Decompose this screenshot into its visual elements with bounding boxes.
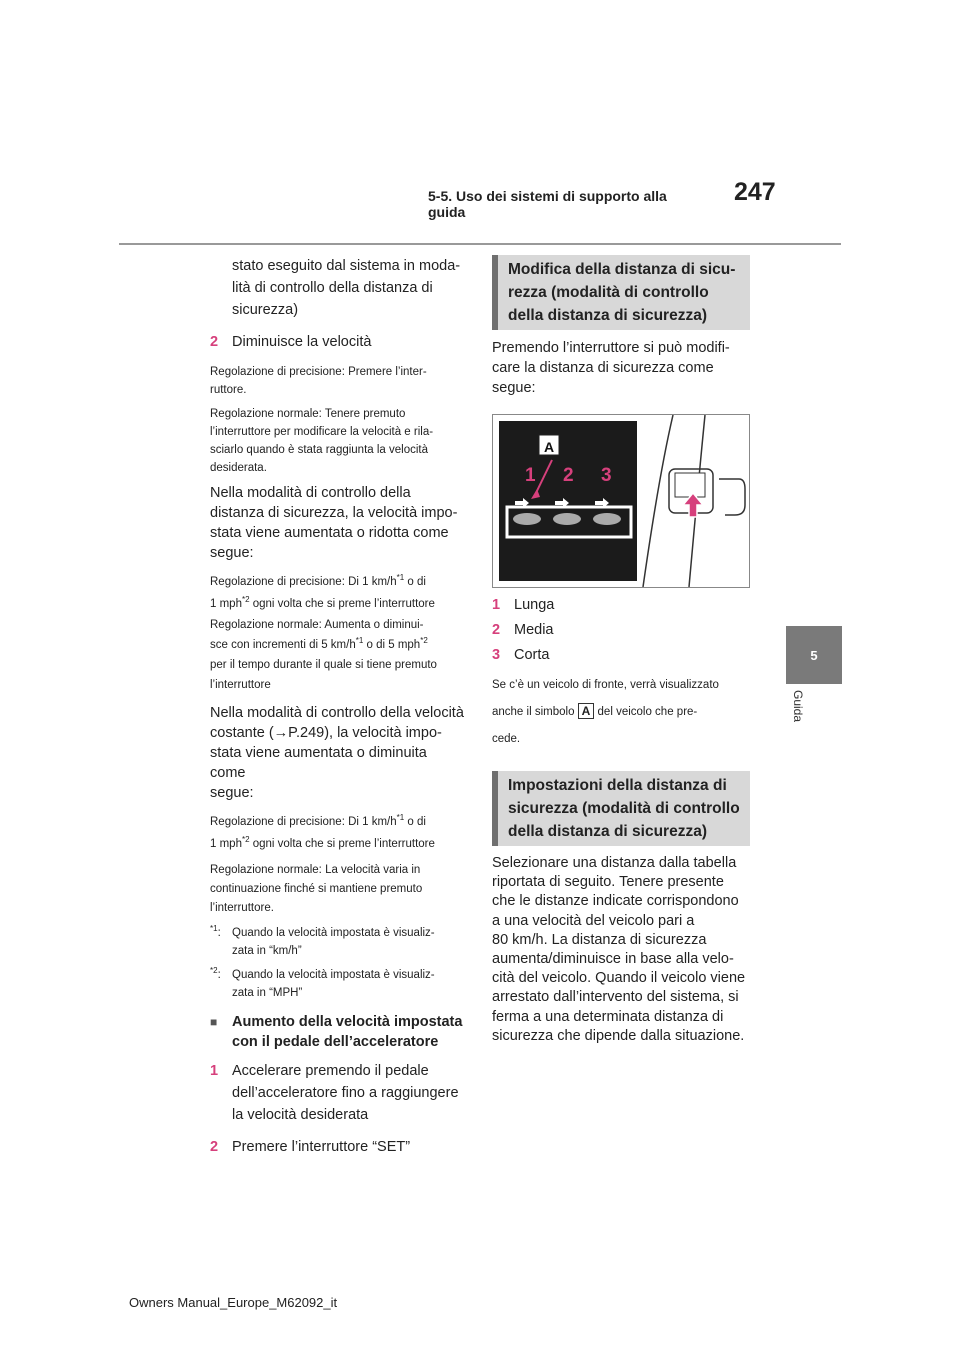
para-line: ferma a una determinata distanza di: [492, 1008, 724, 1025]
step-number: 2: [210, 1139, 219, 1155]
step-line: dell’acceleratore fino a raggiungere: [232, 1085, 459, 1101]
para-line: sicurezza che dipende dalla situazione.: [492, 1027, 745, 1044]
footnote-ref: *2: [420, 636, 428, 646]
section-heading-change-distance: [492, 255, 750, 330]
distance-long: [492, 594, 750, 616]
list-number: 2: [492, 622, 501, 638]
fine-adjust-distance: [210, 571, 466, 615]
normal-adjust-constant: [210, 861, 466, 918]
para-line: riportata di seguito. Tenere presente: [492, 874, 724, 891]
note-line: continuazione finché si mantiene premuto: [210, 883, 423, 895]
note-text: ogni volta che si preme l’interruttore: [249, 598, 435, 610]
vehicle-symbol-icon: A: [578, 703, 595, 719]
para-line: Nella modalità di controllo della velocità: [210, 705, 464, 721]
footnote-ref: *1: [396, 813, 405, 823]
footnote-2: $^{*2}$: Quando la velocità impostata è visualiz- zata in “MPH”: [210, 966, 466, 1002]
section-heading-line: sicurezza (modalità di controllo: [508, 800, 740, 817]
footnote-ref: *1: [396, 573, 405, 583]
intro-line: stato eseguito dal sistema in moda-: [232, 258, 461, 274]
change-distance-paragraph: [492, 338, 750, 398]
list-text: Media: [514, 622, 554, 638]
normal-adjust-distance: [210, 615, 466, 695]
step-line: la velocità desiderata: [232, 1107, 369, 1123]
para-line: segue:: [210, 785, 254, 801]
note-text: sce con incrementi di 5 km/h: [210, 639, 356, 651]
footnote-ref: *1: [355, 636, 364, 646]
distance-medium: [492, 619, 750, 641]
subheading-line: con il pedale dell’acceleratore: [232, 1034, 439, 1050]
page-number: 247: [734, 178, 776, 206]
step-2-decrease: [210, 331, 466, 353]
para-line: segue:: [492, 380, 536, 396]
footnote-mark: *1: [210, 924, 218, 934]
note-line: Regolazione normale: La velocità varia in: [210, 864, 421, 876]
normal-adjust-note: [210, 405, 466, 477]
note-text: per il tempo durante il quale si tiene premuto: [210, 659, 437, 671]
note-line: Se c’è un veicolo di fronte, verrà visualizzato: [492, 679, 719, 691]
footnote-ref: *2: [241, 835, 250, 845]
section-heading-line: rezza (modalità di controllo: [508, 284, 709, 301]
note-text: ogni volta che si preme l’interruttore: [249, 838, 435, 850]
step-line: Premere l’interruttore “SET”: [232, 1139, 411, 1155]
note-text: o di: [404, 816, 426, 828]
accel-step-1: [210, 1060, 466, 1126]
para-line: segue:: [210, 545, 254, 561]
para-line: Premendo l’interruttore si può modifi-: [492, 340, 730, 356]
para-line: aumenta/diminuisce in base alla velo-: [492, 951, 734, 968]
note-line: ruttore.: [210, 384, 247, 396]
footnote-line: Quando la velocità impostata è visualiz-: [232, 927, 435, 939]
left-column: [210, 255, 466, 1158]
step-text: Diminuisce la velocità: [232, 334, 372, 350]
chapter-label: Guida: [791, 690, 805, 723]
intro-text: [210, 255, 466, 321]
para-line: cità del veicolo. Quando il veicolo viene: [492, 970, 746, 987]
para-text: costante (: [210, 725, 274, 741]
fine-adjust-note: [210, 363, 466, 399]
header-rule: [119, 243, 841, 245]
para-line: arrestato dall’intervento del sistema, si: [492, 989, 739, 1006]
accel-step-2: [210, 1136, 466, 1158]
note-line: desiderata.: [210, 462, 267, 474]
para-line: Selezionare una distanza dalla tabella: [492, 855, 737, 871]
note-line: Regolazione di precisione: Premere l’inter-: [210, 366, 427, 378]
intro-line: sicurezza): [232, 302, 299, 318]
figure-number-2: 2: [563, 465, 574, 486]
section-heading-line: Impostazioni della distanza di: [508, 777, 727, 794]
para-line: a una velocità del veicolo pari a: [492, 912, 695, 929]
note-text: Regolazione di precisione: Di 1 km/h: [210, 816, 397, 828]
footnote-1: $^{*1}$: Quando la velocità impostata è visualiz- zata in “km/h”: [210, 924, 466, 960]
section-heading-line: della distanza di sicurezza): [508, 307, 707, 324]
note-text: 1 mph: [210, 598, 242, 610]
page-ref-arrow-icon: →: [273, 725, 289, 741]
list-text: Corta: [514, 647, 550, 663]
footnote-line: zata in “km/h”: [232, 945, 302, 957]
list-number: 1: [492, 597, 501, 613]
note-text: Regolazione normale: Aumenta o diminui-: [210, 619, 424, 631]
subheading-line: Aumento della velocità impostata: [232, 1014, 463, 1030]
subheading-accelerator: [210, 1012, 466, 1052]
para-line: stata viene aumentata o ridotta come: [210, 525, 449, 541]
note-text: 1 mph: [210, 838, 242, 850]
note-line: l’interruttore.: [210, 902, 274, 914]
intro-line: lità di controllo della distanza di: [232, 280, 433, 296]
note-line: cede.: [492, 733, 521, 745]
distance-short: [492, 644, 750, 666]
list-number: 3: [492, 647, 501, 663]
footnote-line: Quando la velocità impostata è visualiz-: [232, 969, 435, 981]
note-text: anche il simbolo: [492, 706, 578, 718]
section-heading-line: della distanza di sicurezza): [508, 823, 707, 840]
para-line: stata viene aumentata o diminuita come: [210, 745, 427, 781]
note-line: l’interruttore per modificare la velocità e rila-: [210, 426, 434, 438]
chapter-tab: 5: [786, 626, 842, 684]
note-text: del veicolo che pre-: [594, 706, 698, 718]
footer-manual-id: Owners Manual_Europe_M62092_it: [129, 1295, 338, 1310]
distance-settings-paragraph: [492, 854, 750, 1046]
para-line: care la distanza di sicurezza come: [492, 360, 714, 376]
para-line: 80 km/h. La distanza di sicurezza: [492, 931, 707, 948]
figure-number-1: 1: [525, 465, 536, 486]
preceding-vehicle-note: [492, 672, 750, 753]
note-text: o di 5 mph: [363, 639, 421, 651]
figure-illustration: [493, 415, 749, 587]
fine-adjust-constant: [210, 811, 466, 855]
note-text: l’interruttore: [210, 679, 271, 691]
step-number: 2: [210, 334, 219, 350]
step-number: 1: [210, 1063, 219, 1079]
note-text: Regolazione di precisione: Di 1 km/h: [210, 576, 397, 588]
para-line: che le distanze indicate corrispondono: [492, 893, 739, 910]
step-line: Accelerare premendo il pedale: [232, 1063, 429, 1079]
note-line: sciarlo quando è stata raggiunta la velocità: [210, 444, 429, 456]
note-line: Regolazione normale: Tenere premuto: [210, 408, 406, 420]
footnote-ref: *2: [241, 595, 250, 605]
right-column: [492, 255, 750, 1046]
distance-mode-paragraph: [210, 483, 466, 563]
list-text: Lunga: [514, 597, 555, 613]
square-bullet-icon: ■: [210, 1015, 218, 1029]
distance-switch-figure: [492, 414, 750, 588]
footnote-mark: *2: [210, 966, 218, 976]
note-text: o di: [404, 576, 426, 588]
para-line: Nella modalità di controllo della: [210, 485, 411, 501]
figure-label-a: A: [544, 439, 555, 455]
section-heading-line: Modifica della distanza di sicu-: [508, 261, 736, 278]
footnote-line: zata in “MPH”: [232, 987, 303, 999]
figure-number-3: 3: [601, 465, 612, 486]
page-ref-link[interactable]: P.249), la velocità impo-: [288, 725, 442, 741]
constant-mode-paragraph: [210, 703, 466, 803]
section-heading-distance-settings: [492, 771, 750, 846]
header-section-title: 5-5. Uso dei sistemi di supporto alla guida: [428, 188, 667, 220]
para-line: distanza di sicurezza, la velocità impo-: [210, 505, 458, 521]
